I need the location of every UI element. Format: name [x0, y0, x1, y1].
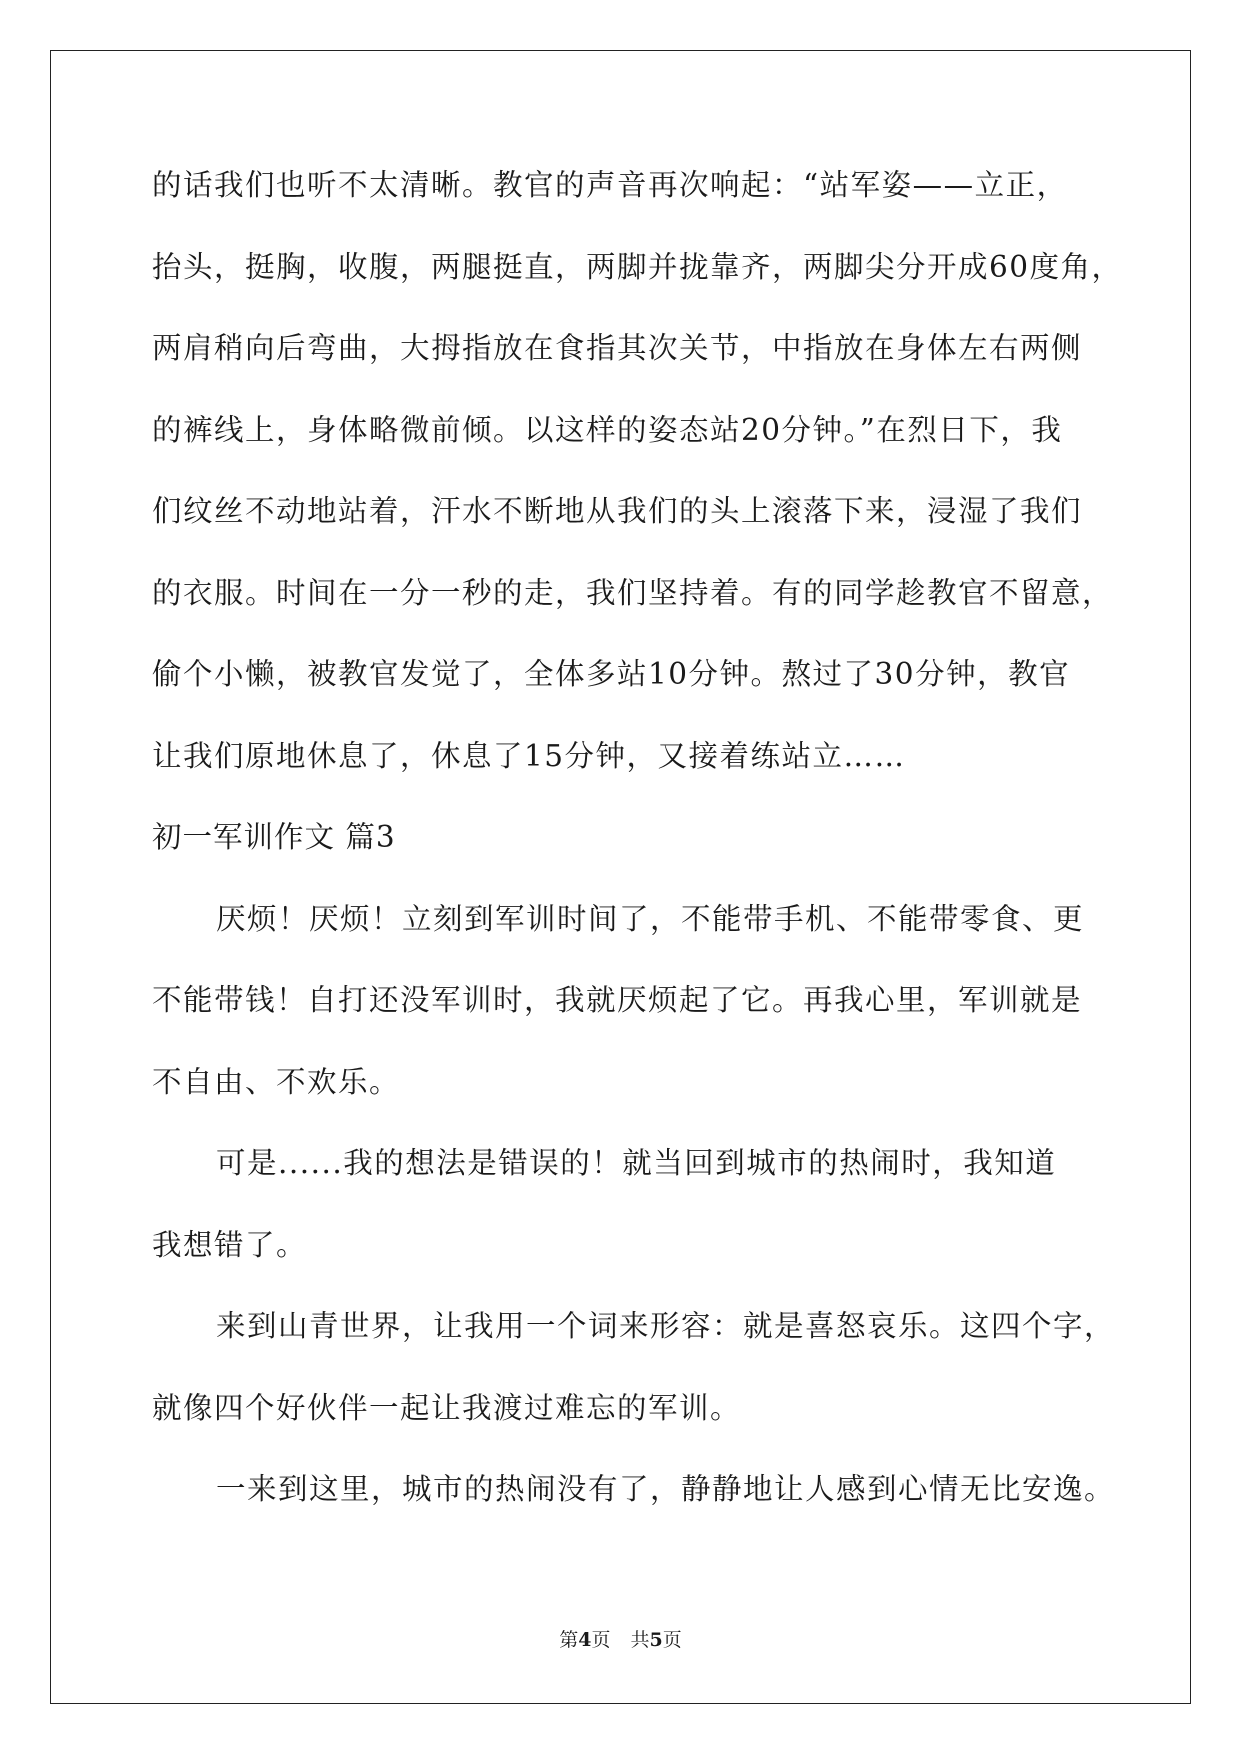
document-body — [152, 162, 1123, 1548]
text-line: 不自由、不欢乐。 — [152, 1064, 401, 1099]
page-number-footer — [0, 1628, 1241, 1652]
paragraph-first-line: 厌烦！厌烦！立刻到军训时间了，不能带手机、不能带零食、更 — [216, 901, 1085, 936]
text-line: 我想错了。 — [152, 1227, 308, 1262]
paragraph-first-line: 一来到这里，城市的热闹没有了，静静地让人感到心情无比安逸。 — [216, 1472, 1116, 1506]
text-line: 不能带钱！自打还没军训时，我就厌烦起了它。再我心里，军训就是 — [152, 983, 1083, 1017]
paragraph-first-line: 来到山青世界，让我用一个词来形容：就是喜怒哀乐。这四个字， — [216, 1309, 1116, 1343]
total-suffix: 页 — [662, 1629, 682, 1651]
text-line: 就像四个好伙伴一起让我渡过难忘的军训。 — [152, 1390, 742, 1425]
text-line: 让我们原地休息了，休息了15分钟，又接着练站立…… — [152, 738, 906, 773]
total-page-count: 5 — [649, 1629, 663, 1651]
current-page-number: 4 — [578, 1629, 592, 1651]
text-line: 的裤线上，身体略微前倾。以这样的姿态站20分钟。”在烈日下，我 — [152, 412, 1063, 447]
text-line: 两肩稍向后弯曲，大拇指放在食指其次关节，中指放在身体左右两侧 — [152, 331, 1083, 365]
text-line: 抬头，挺胸，收腹，两腿挺直，两脚并拢靠齐，两脚尖分开成60度角， — [152, 249, 1123, 284]
page-prefix: 第 — [559, 1629, 579, 1651]
text-line: 们纹丝不动地站着，汗水不断地从我们的头上滚落下来，浸湿了我们 — [152, 494, 1083, 528]
section-heading: 初一军训作文 篇3 — [152, 820, 396, 854]
paragraph-first-line: 可是......我的想法是错误的！就当回到城市的热闹时，我知道 — [216, 1146, 1057, 1180]
text-line: 的话我们也听不太清晰。教官的声音再次响起：“站军姿——立正， — [152, 168, 1068, 202]
total-prefix: 共 — [630, 1629, 650, 1651]
page-suffix: 页 — [591, 1629, 611, 1651]
text-line: 的衣服。时间在一分一秒的走，我们坚持着。有的同学趁教官不留意， — [152, 575, 1114, 610]
text-line: 偷个小懒，被教官发觉了，全体多站10分钟。熬过了30分钟，教官 — [152, 657, 1071, 691]
